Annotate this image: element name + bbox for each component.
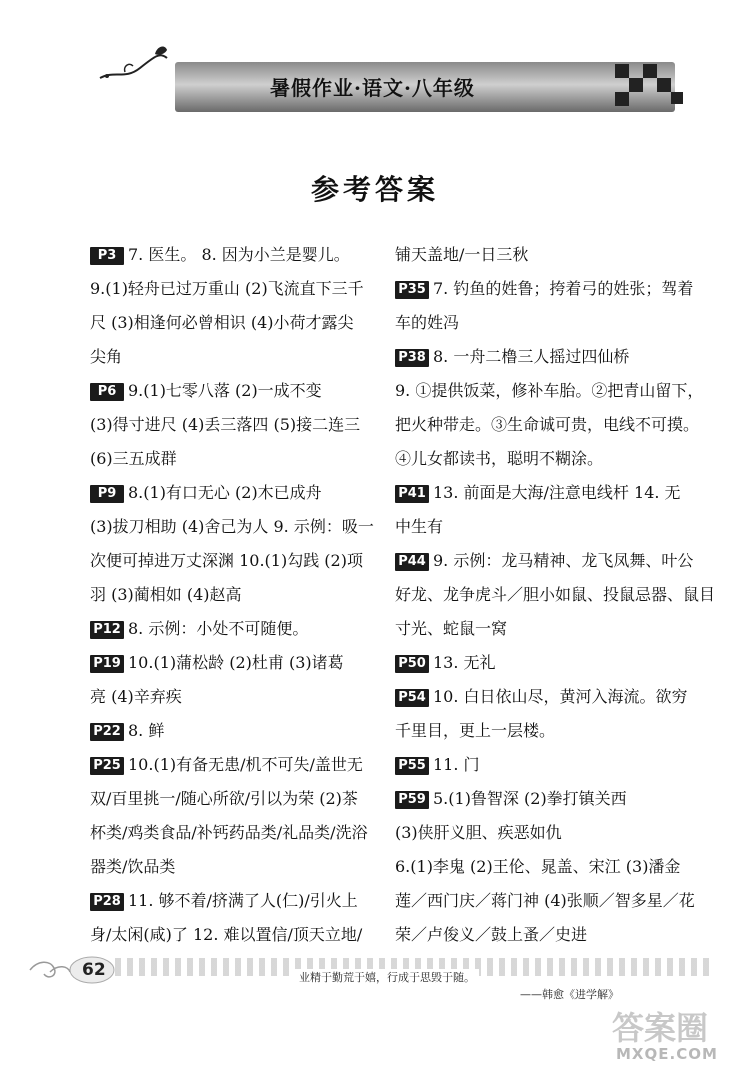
- answer-line: [90, 884, 380, 918]
- answer-text: 亮 (4)辛弃疾: [90, 687, 182, 706]
- answer-text: 13. 前面是大海/注意电线杆 14. 无: [433, 483, 681, 502]
- page-badge: P55: [395, 757, 429, 775]
- page-badge: P12: [90, 621, 124, 639]
- answer-line: [395, 272, 694, 306]
- answer-column-right: [395, 238, 716, 952]
- answer-line: [395, 850, 685, 884]
- answer-text: ④儿女都读书，聪明不糊涂。: [395, 449, 604, 468]
- answer-text: 5.(1)鲁智深 (2)拳打镇关西: [433, 789, 627, 808]
- answer-line: [395, 680, 688, 714]
- answer-text: 11. 门: [433, 755, 480, 774]
- answer-line: [90, 816, 380, 850]
- page-badge: P35: [395, 281, 429, 299]
- answer-text: 寸光、蛇鼠一窝: [395, 619, 508, 638]
- checker-block: [629, 78, 643, 92]
- answer-line: [395, 918, 685, 952]
- answer-line: [395, 612, 685, 646]
- answer-text: 8. 一舟二橹三人摇过四仙桥: [433, 347, 630, 366]
- answer-line: [90, 680, 380, 714]
- page-badge: P41: [395, 485, 429, 503]
- answer-line: [90, 374, 380, 408]
- checker-block: [615, 92, 629, 106]
- answer-line: [90, 578, 380, 612]
- answer-line: [90, 782, 380, 816]
- watermark: [612, 1003, 737, 1068]
- answer-line: [90, 748, 380, 782]
- answer-text: 10. 白日依山尽，黄河入海流。欲穷: [433, 687, 688, 706]
- answer-text: 器类/饮品类: [90, 857, 176, 876]
- answer-text: 10.(1)有备无患/机不可失/盖世无: [128, 755, 363, 774]
- page-badge: P44: [395, 553, 429, 571]
- answer-text: (3)得寸进尺 (4)丢三落四 (5)接二连三: [90, 415, 361, 434]
- answer-text: 8.(1)有口无心 (2)木已成舟: [128, 483, 322, 502]
- answer-column-left: [90, 238, 380, 952]
- answer-line: [395, 544, 694, 578]
- answer-line: [395, 340, 685, 374]
- answer-line: [395, 408, 700, 442]
- page-badge: P25: [90, 757, 124, 775]
- page-title: 参考答案: [310, 173, 439, 206]
- answer-text: (3)拔刀相助 (4)舍己为人 9. 示例：吸一: [90, 517, 374, 536]
- answer-text: 次便可掉进万丈深渊 10.(1)勾践 (2)项: [90, 551, 363, 570]
- page-badge: P54: [395, 689, 429, 707]
- answer-text: 9. ①提供饭菜，修补车胎。②把青山留下，: [395, 381, 704, 400]
- watermark-text: 答案圈: [612, 1009, 709, 1047]
- page-badge: P19: [90, 655, 124, 673]
- answer-text: 7. 医生。 8. 因为小兰是婴儿。: [128, 245, 350, 264]
- answer-text: 千里目，更上一层楼。: [395, 721, 556, 740]
- answer-line: [90, 714, 380, 748]
- answer-line: [395, 306, 685, 340]
- answer-text: 9.(1)七零八落 (2)一成不变: [128, 381, 322, 400]
- answer-text: 把火种带走。③生命诚可贵，电线不可摸。: [395, 415, 700, 434]
- answer-line: [395, 374, 704, 408]
- page-badge: P6: [90, 383, 124, 401]
- vine-ornament-icon: [95, 40, 175, 90]
- answer-text: 尖角: [90, 347, 123, 366]
- answer-line: [90, 306, 380, 340]
- answer-text: 荣／卢俊义／鼓上蚤／史进: [395, 925, 588, 944]
- answer-line: [90, 408, 380, 442]
- answer-text: 双/百里挑一/随心所欲/引以为荣 (2)茶: [90, 789, 358, 808]
- answer-line: [395, 884, 695, 918]
- answer-line: [90, 442, 380, 476]
- page-badge: P3: [90, 247, 124, 265]
- answer-text: 羽 (3)蔺相如 (4)赵高: [90, 585, 242, 604]
- answer-line: [395, 816, 685, 850]
- answer-line: [90, 476, 380, 510]
- checker-block: [615, 64, 629, 78]
- answer-line: [90, 918, 380, 952]
- watermark-url: MXQE.COM: [616, 1045, 718, 1063]
- answer-line: [90, 646, 380, 680]
- answer-line: [395, 748, 685, 782]
- answer-line: [395, 442, 685, 476]
- page-badge: P38: [395, 349, 429, 367]
- answer-line: [90, 612, 380, 646]
- answer-line: [90, 850, 380, 884]
- footer-motto-source: ——韩愈《进学解》: [520, 988, 619, 1001]
- page-badge: P59: [395, 791, 429, 809]
- answer-line: [395, 476, 685, 510]
- answer-text: 车的姓冯: [395, 313, 460, 332]
- page-badge: P50: [395, 655, 429, 673]
- answer-text: 11. 够不着/挤满了人(仁)/引火上: [128, 891, 358, 910]
- answer-line: [395, 646, 685, 680]
- answer-line: [395, 782, 685, 816]
- answer-text: 中生有: [395, 517, 444, 536]
- page-badge: P22: [90, 723, 124, 741]
- checker-block: [643, 64, 657, 78]
- footer-motto: 业精于勤荒于嬉，行成于思毁于随。: [295, 969, 479, 985]
- answer-line: [395, 510, 685, 544]
- answer-text: 10.(1)蒲松龄 (2)杜甫 (3)诸葛: [128, 653, 344, 672]
- answer-line: [90, 510, 380, 544]
- header-title: 暑假作业·语文·八年级: [270, 76, 475, 100]
- answer-line: [90, 272, 380, 306]
- answer-text: 莲／西门庆／蒋门神 (4)张顺／智多星／花: [395, 891, 695, 910]
- answer-text: 8. 鲜: [128, 721, 165, 740]
- checker-block: [657, 78, 671, 92]
- answer-line: [395, 714, 685, 748]
- checker-block: [671, 92, 683, 104]
- answer-text: 9. 示例：龙马精神、龙飞凤舞、叶公: [433, 551, 694, 570]
- answer-line: [90, 238, 380, 272]
- answer-line: [90, 340, 380, 374]
- answer-line: [90, 544, 380, 578]
- answer-text: 13. 无礼: [433, 653, 496, 672]
- answer-text: 杯类/鸡类食品/补钙药品类/礼品类/洗浴: [90, 823, 368, 842]
- answer-line: [395, 238, 685, 272]
- answer-text: 铺天盖地/一日三秋: [395, 245, 529, 264]
- answer-text: (3)侠肝义胆、疾恶如仇: [395, 823, 562, 842]
- answer-text: 9.(1)轻舟已过万重山 (2)飞流直下三千: [90, 279, 364, 298]
- answer-text: (6)三五成群: [90, 449, 177, 468]
- answer-text: 8. 示例：小处不可随便。: [128, 619, 309, 638]
- page-number: 62: [82, 960, 106, 980]
- answer-text: 7. 钓鱼的姓鲁；挎着弓的姓张；驾着: [433, 279, 694, 298]
- answer-text: 身/太闲(咸)了 12. 难以置信/顶天立地/: [90, 925, 363, 944]
- page-badge: P9: [90, 485, 124, 503]
- answer-text: 好龙、龙争虎斗／胆小如鼠、投鼠忌器、鼠目: [395, 585, 716, 604]
- answer-line: [395, 578, 716, 612]
- answer-text: 6.(1)李鬼 (2)王伦、晁盖、宋江 (3)潘金: [395, 857, 681, 876]
- answer-text: 尺 (3)相逢何必曾相识 (4)小荷才露尖: [90, 313, 354, 332]
- page-badge: P28: [90, 893, 124, 911]
